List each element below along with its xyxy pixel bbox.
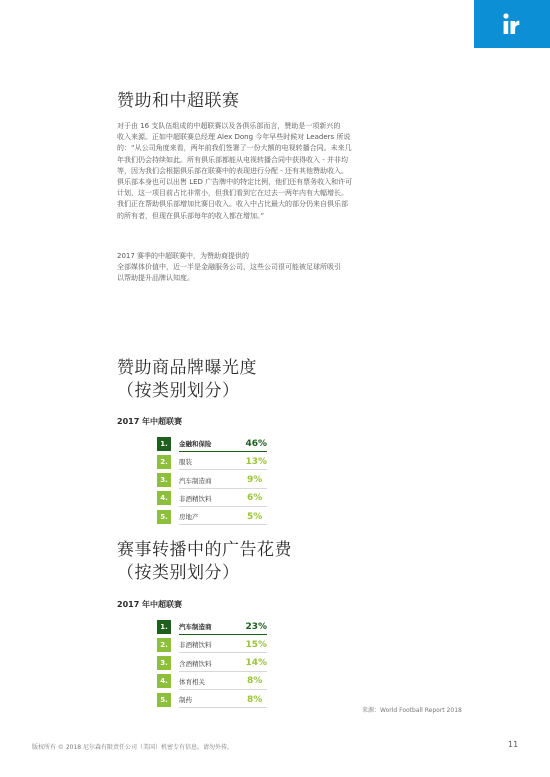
paragraph-line: 对于由 16 支队伍组成的中超联赛以及各俱乐部而言，赞助是一项新兴的 bbox=[117, 122, 341, 130]
paragraph-line: 等，因为我们会根据俱乐部在联赛中的表现进行分配 - 还有其他赞助收入。 bbox=[117, 166, 348, 175]
category-label: 金融和保险 bbox=[179, 440, 212, 448]
row-divider bbox=[179, 488, 267, 489]
category-value: 5% bbox=[247, 511, 263, 522]
rank-number-badge: 2. bbox=[157, 455, 171, 469]
paragraph-line: 以帮助提升品牌认知度。 bbox=[117, 274, 194, 283]
category-value: 14% bbox=[245, 658, 267, 669]
ranking-row bbox=[157, 692, 267, 707]
category-value: 15% bbox=[245, 639, 267, 650]
rank-number-badge: 3. bbox=[157, 473, 171, 487]
source-note: 来源：World Football Report 2018 bbox=[362, 707, 462, 714]
category-value: 23% bbox=[245, 621, 267, 632]
ranking-row bbox=[157, 619, 267, 634]
category-label: 非酒精饮料 bbox=[179, 641, 212, 650]
category-value: 9% bbox=[247, 475, 263, 486]
rank-number-badge: 1. bbox=[157, 620, 171, 634]
category-label: 服装 bbox=[179, 458, 192, 467]
rank-number-badge: 1. bbox=[157, 437, 171, 451]
ranking-row bbox=[157, 473, 267, 488]
row-divider bbox=[179, 689, 267, 690]
rank-number-badge: 3. bbox=[157, 656, 171, 670]
summary-paragraph bbox=[117, 251, 417, 285]
chart2-subtitle: 2017 年中超联赛 bbox=[117, 600, 183, 609]
ranking-row bbox=[157, 656, 267, 671]
rank-number-badge: 5. bbox=[157, 693, 171, 707]
row-divider bbox=[179, 634, 267, 635]
paragraph-line: 收入来源。正如中超联赛总经理 Alex Dong 今年早些时候对 Leaders 所说 bbox=[117, 133, 351, 142]
chart2-title-line2: （按类别划分） bbox=[117, 563, 240, 583]
row-divider bbox=[179, 524, 267, 525]
category-label: 汽车制造商 bbox=[179, 623, 212, 631]
rank-number-badge: 4. bbox=[157, 491, 171, 505]
row-divider bbox=[179, 707, 267, 708]
row-divider bbox=[179, 469, 267, 470]
category-label: 汽车制造商 bbox=[179, 476, 212, 485]
nielsen-logo bbox=[474, 0, 550, 48]
paragraph-line: 全部媒体价值中，近一半是金融服务公司，这些公司很可能被足球所吸引 bbox=[117, 263, 341, 272]
category-label: 房地产 bbox=[179, 513, 199, 522]
category-value: 6% bbox=[247, 493, 263, 504]
intro-paragraph bbox=[117, 121, 417, 222]
chart2-title-line1: 赛事转播中的广告花费 bbox=[117, 540, 292, 560]
chart1-title-line2: （按类别划分） bbox=[117, 381, 240, 401]
chart1-title bbox=[117, 357, 257, 403]
row-divider bbox=[179, 451, 267, 452]
row-divider bbox=[179, 506, 267, 507]
page-number: 11 bbox=[508, 740, 519, 749]
row-divider bbox=[179, 652, 267, 653]
ranking-row bbox=[157, 454, 267, 469]
paragraph-line: 2017 赛季的中超联赛中，为赞助商提供的 bbox=[117, 252, 250, 260]
rank-number-badge: 2. bbox=[157, 638, 171, 652]
chart1-title-line1: 赞助商品牌曝光度 bbox=[117, 358, 257, 378]
chart2-title bbox=[117, 539, 292, 585]
category-value: 13% bbox=[245, 456, 267, 467]
category-label: 体育相关 bbox=[179, 677, 205, 686]
row-divider bbox=[179, 671, 267, 672]
paragraph-line: 我们正在帮助俱乐部增加比赛日收入。收入中占比最大的部分仍来自俱乐部 bbox=[117, 200, 348, 209]
ranking-row bbox=[157, 637, 267, 652]
category-label: 非酒精饮料 bbox=[179, 494, 212, 503]
category-value: 8% bbox=[247, 694, 263, 705]
paragraph-line: 的：“从公司角度来看，两年前我们签署了一份大额的电视转播合同。未来几 bbox=[117, 144, 352, 153]
category-value: 8% bbox=[247, 676, 263, 687]
section-heading: 赞助和中超联赛 bbox=[117, 91, 240, 111]
rank-number-badge: 5. bbox=[157, 510, 171, 524]
copyright-footer: 版权所有 © 2018 尼尔森有限责任公司（美国）机密专有信息。请勿外传。 bbox=[32, 744, 233, 751]
paragraph-line: 俱乐部本身也可以出售 LED 广告牌中的特定比例，他们还有票务收入和许可 bbox=[117, 178, 353, 187]
nielsen-n-logo-icon bbox=[502, 12, 522, 36]
ranking-row bbox=[157, 491, 267, 506]
chart1-subtitle: 2017 年中超联赛 bbox=[117, 417, 183, 426]
chart1-ranking-list bbox=[157, 436, 267, 527]
category-label: 制药 bbox=[179, 696, 192, 705]
ranking-row bbox=[157, 509, 267, 524]
category-label: 含酒精饮料 bbox=[179, 659, 212, 668]
paragraph-line: 年我们仍会持续如此。所有俱乐部都能从电视转播合同中获得收入 - 并非均 bbox=[117, 155, 348, 164]
paragraph-line: 计划，这一项目前占比非常小，但我们看到它在过去一两年内有大幅增长。 bbox=[117, 189, 348, 198]
chart2-ranking-list bbox=[157, 619, 267, 710]
rank-number-badge: 4. bbox=[157, 674, 171, 688]
ranking-row bbox=[157, 436, 267, 451]
ranking-row bbox=[157, 674, 267, 689]
category-value: 46% bbox=[245, 438, 267, 449]
paragraph-line: 的所有者，但现在俱乐部每年的收入都在增加。” bbox=[117, 211, 265, 220]
